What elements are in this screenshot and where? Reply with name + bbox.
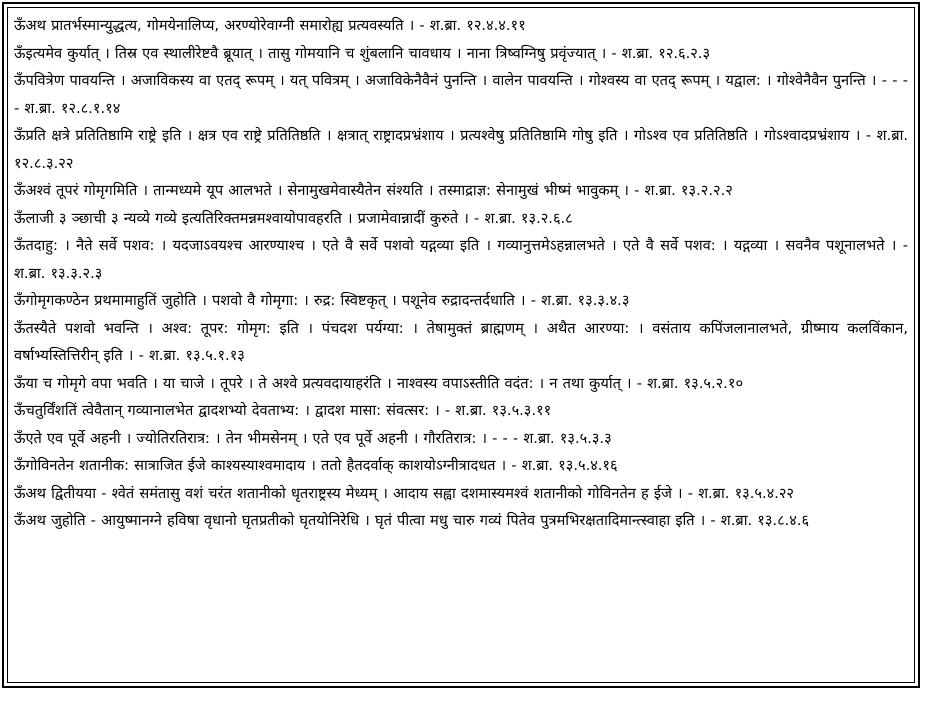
verse-entry-1: ऊँअथ प्रातर्भस्मान्युद्धत्य, गोमयेनालिप्य, अरण्योरेवाग्नी समारोह्य प्रत्यवस्यति । - श.ब्रा. १२.४.४.११	[14, 17, 526, 34]
verse-entry-2: ऊँइत्यमेव कुर्यात् । तिस्र एव स्थालीरेष्टवै ब्रूयात् । तासु गोमयानि च शुंबलानि चावधाय । नाना त्रिष्वग्निषु प्रवृंज्यात् । - श.ब्रा. १२.६.२.३	[14, 44, 711, 62]
verse-entry-11: ऊँचतुर्विंशतिं त्वेवैतान् गव्यानालभेत द्वादशभ्यो देवताभ्य: । द्वादश मासा: संवत्सर: । - श.ब्रा. १३.५.३.११	[14, 402, 552, 419]
verse-entry-15: ऊँअथ जुहोति - आयुष्मानग्ने हविषा वृधानो घृतप्रतीको घृतयोनिरेधि । घृतं पीत्वा मधु चारु गव्यं पितेव पुत्रमभिरक्षतादिमान्त्स्वाहा इति । - श.ब्रा. १३.८.४.६	[14, 512, 810, 529]
verse-entry-7: ऊँतदाहु: । नैते सर्वे पशव: । यदजाऽवयश्च आरण्याश्च । एते वै सर्वे पशवो यद्गव्या इति । गव्यानुत्तमेऽहन्नालभते । एते वै सर्वे पशव: । यद्गव्या । सवनैव पशूनालभते । - श.ब्रा. १३.३.२.३	[14, 237, 908, 282]
verse-entry-8: ऊँगोमृगकण्ठेन प्रथमामाहुतिं जुहोति । पशवो वै गोमृगा: । रुद्र: स्विष्टकृत् । पशूनेव रुद्रादन्तर्दधाति । - श.ब्रा. १३.३.४.३	[14, 292, 630, 309]
text-panel	[7, 7, 915, 683]
verse-entry-13: ऊँगोविनतेन शतानीक: सात्राजित ईजे काश्यस्याश्वमादाय । ततो हैतदर्वाक् काशयोऽग्नीत्रादधत । - श.ब्रा. १३.५.४.१६	[14, 457, 618, 474]
verse-entry-14: ऊँअथ द्वितीयया - श्वेतं समंतासु वशं चरंत शतानीको धृतराष्ट्रस्य मेध्यम् । आदाय सह्वा दशमास्यमश्वं शतानीको गोविनतेन ह ईजे । - श.ब्रा. १३.५.४.२२	[14, 484, 795, 502]
verse-entry-3: ऊँपवित्रेण पावयन्ति । अजाविकस्य वा एतद् रूपम् । यत् पवित्रम् । अजाविकेनैवैनं पुनन्ति । वालेन पावयन्ति । गोश्वस्य वा एतद् रूपम् । यद्वाल: । गोश्वेनैवैन पुनन्ति । - - - - श.ब्रा. १२.८.१.१४	[14, 72, 908, 117]
verse-entry-4: ऊँप्रति क्षत्रे प्रतितिष्ठामि राष्ट्रे इति । क्षत्र एव राष्ट्रे प्रतितिष्ठति । क्षत्रात् राष्ट्रादप्रभ्रंशाय । प्रत्यश्वेषु प्रतितिष्ठामि गोषु इति । गोऽश्व एव प्रतितिष्ठति । गोऽश्वादप्रभ्रंशाय । - श.ब्रा. १२.८.३.२२	[14, 127, 908, 172]
verse-entry-5: ऊँअश्वं तूपरं गोमृगमिति । तान्मध्यमे यूप आलभते । सेनामुखमेवास्यैतेन संश्यति । तस्माद्राज्ञ: सेनामुखं भीष्मं भावुकम् । - श.ब्रा. १३.२.२.२	[14, 182, 733, 199]
verse-entry-6: ऊँलाजी ३ ञ्छाची ३ न्यव्ये गव्ये इत्यतिरिक्तमन्नमश्वायोपावहरति । प्रजामेवान्नादीं कुरुते । - श.ब्रा. १३.२.६.८	[14, 209, 573, 227]
verse-entry-9: ऊँतस्यैते पशवो भवन्ति । अश्व: तूपर: गोमृग: इति । पंचदश पर्यग्या: । तेषामुक्तं ब्राह्मणम् । अथैत आरण्या: । वसंताय कपिंजलानालभते, ग्रीष्माय कलविंकान, वर्षाभ्यस्तित्तिरीन् इति । - श.ब्रा. १३.५.१.१३	[14, 319, 908, 364]
verse-entry-12: ऊँएते एव पूर्वे अहनी । ज्योतिरतिरात्र: । तेन भीमसेनम् । एते एव पूर्वे अहनी । गौरतिरात्र: । - - - श.ब्रा. १३.५.३.३	[14, 429, 612, 447]
verse-entry-10: ऊँया च गोमृगे वपा भवति । या चाजे । तूपरे । ते अश्वे प्रत्यवदायाहरंति । नाश्वस्य वपाऽस्तीति वदंत: । न तथा कुर्यात् । - श.ब्रा. १३.५.२.१०	[14, 374, 744, 392]
